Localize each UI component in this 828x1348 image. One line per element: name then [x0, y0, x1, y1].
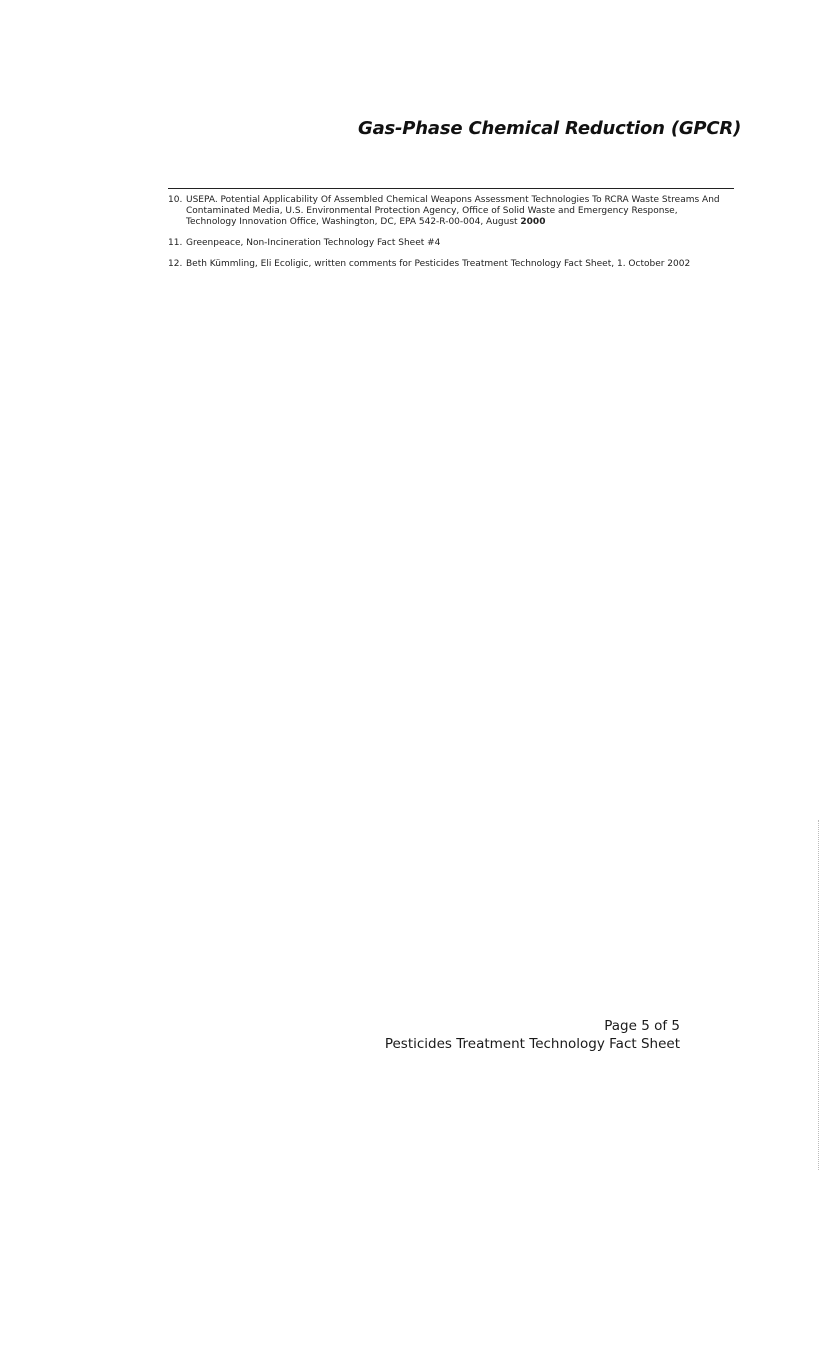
- document-title: Gas-Phase Chemical Reduction (GPCR): [358, 118, 742, 139]
- footer-document-title: Pesticides Treatment Technology Fact Sheet: [384, 1036, 680, 1052]
- reference-item: [168, 259, 728, 270]
- reference-body: USEPA. Potential Applicability Of Assembled Chemical Weapons Assessment Technologies To RCRA Waste Streams And Contaminated Media, U.S. Environmental Protection Agency, Office of Solid Waste and Emergency Response, Technology Innovation Office, Washington, DC, EPA 542-R-00-004, August: [186, 195, 720, 227]
- reference-year: 2000: [520, 217, 546, 227]
- page-number: Page 5 of 5: [604, 1018, 680, 1034]
- header-divider: [168, 188, 734, 189]
- reference-number: 10.: [168, 195, 183, 205]
- scan-edge-mark: [818, 820, 820, 1170]
- reference-text: [186, 195, 720, 227]
- reference-item: [168, 195, 728, 228]
- reference-number: 11.: [168, 238, 183, 248]
- reference-item: [168, 238, 728, 249]
- reference-number: 12.: [168, 259, 183, 269]
- page-footer: [385, 1017, 680, 1053]
- reference-list: [168, 195, 728, 280]
- reference-text: Greenpeace, Non-Incineration Technology Fact Sheet #4: [186, 238, 441, 248]
- reference-text: Beth Kümmling, Eli Ecoligic, written comments for Pesticides Treatment Technology Fact Sheet, 1. October 2002: [186, 259, 691, 269]
